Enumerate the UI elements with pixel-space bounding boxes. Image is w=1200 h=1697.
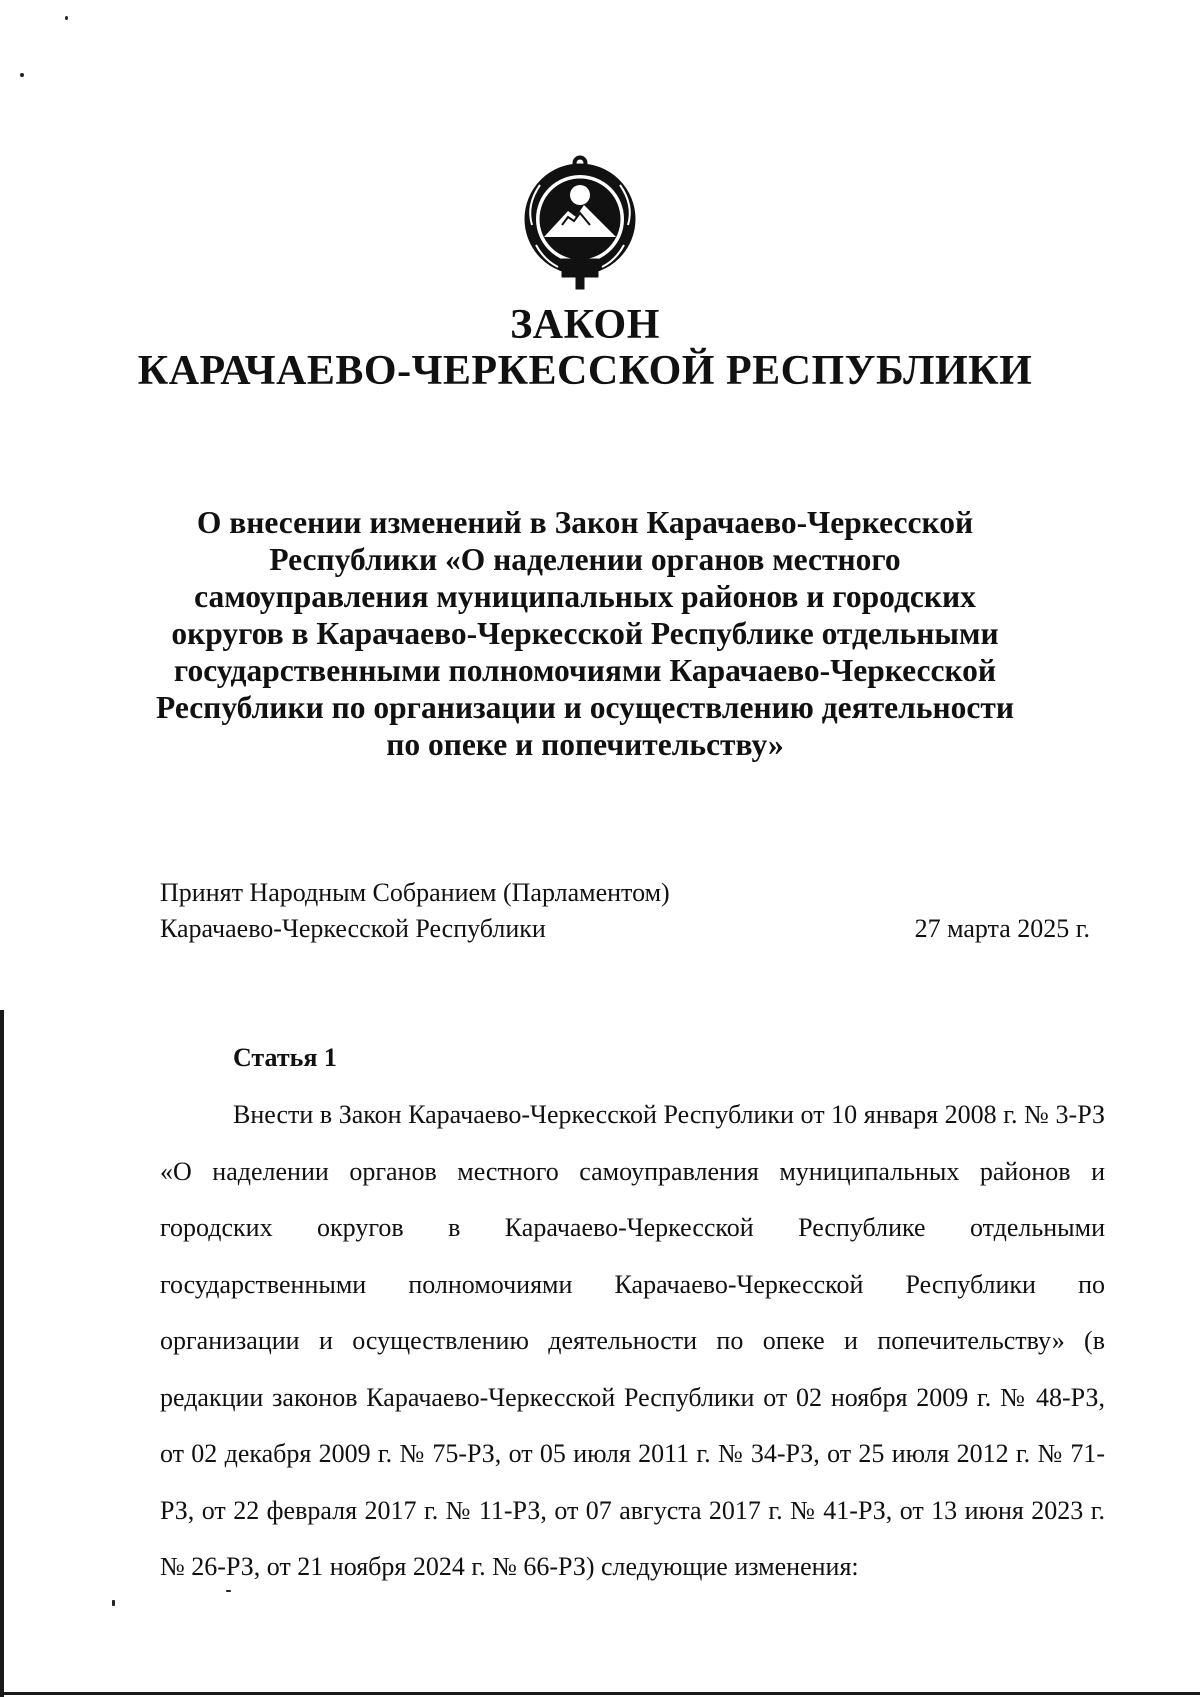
adoption-info [160, 875, 1090, 947]
article-body: Внести в Закон Карачаево-Черкесской Республики от 10 января 2008 г. № 3-РЗ «О наделении органов местного самоуправления муниципальных районов и городских округов в Карачаево-Черкесской Республике отдельными государственными полномочиями Карачаево-Черкесской Республики по организации и осуществлению деятельности по опеке и попечительству» (в редакции законов Карачаево-Черкесской Республики от 02 ноября 2009 г. № 48-РЗ, от 02 декабря 2009 г. № 75-РЗ, от 05 июля 2011 г. № 34-РЗ, от 25 июля 2012 г. № 71-РЗ, от 22 февраля 2017 г. № 11-РЗ, от 07 августа 2017 г. № 41-РЗ, от 13 июня 2023 г. № 26-РЗ, от 21 ноября 2024 г. № 66-РЗ) следующие изменения: [160, 1100, 1105, 1581]
scan-speck [112, 1600, 115, 1606]
article-heading: Статья 1 [233, 1043, 337, 1072]
law-name: О внесении изменений в Закон Карачаево-Черкесской Республики «О наделении органов местного самоуправления муниципальных районов и городских округов в Карачаево-Черкесской Республике отдельными государственными полномочиями Карачаево-Черкесской Республики по организации и осуществлению деятельности по опеке и попечительству» [156, 505, 1014, 762]
scan-speck [20, 73, 24, 77]
scan-speck [226, 1590, 231, 1592]
adoption-date: 27 марта 2025 г. [914, 914, 1090, 943]
coat-of-arms-icon [518, 155, 642, 295]
adopted-by-line2: Карачаево-Черкесской Республики [160, 914, 546, 943]
scan-border-left [0, 1010, 4, 1697]
law-title-republic: КАРАЧАЕВО-ЧЕРКЕССКОЙ РЕСПУБЛИКИ [137, 348, 1033, 394]
adopted-by-line1: Принят Народным Собранием (Парламентом) [160, 878, 670, 907]
scan-speck [65, 16, 68, 20]
scan-border-bottom [0, 1692, 1200, 1695]
law-title: ЗАКОН [510, 302, 660, 348]
